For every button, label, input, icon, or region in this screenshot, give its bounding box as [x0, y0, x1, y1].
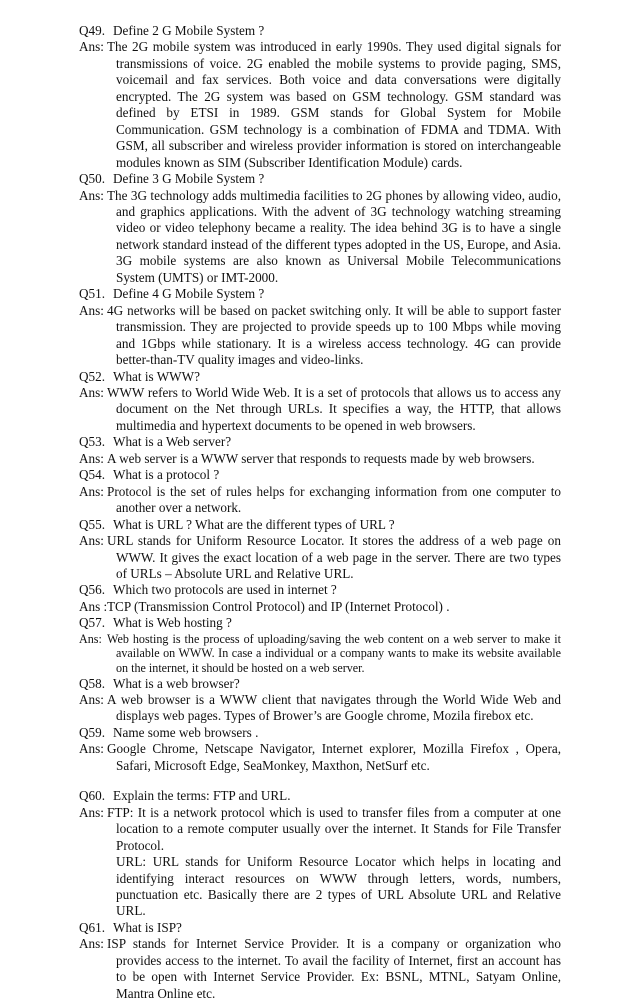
answer [79, 385, 561, 434]
answer [79, 632, 561, 676]
question [79, 725, 561, 741]
question-number: Q54. [79, 467, 106, 483]
answer-text: Protocol is the set of rules helps for exchanging information from one computer to another over a network. [107, 483, 561, 516]
question [79, 434, 561, 450]
question [79, 582, 561, 598]
question-text: Define 2 G Mobile System ? [113, 23, 265, 38]
question-text: What is a web browser? [113, 675, 240, 691]
question [79, 171, 561, 187]
question-number: Q57. [79, 615, 106, 631]
question [79, 23, 561, 39]
answer [79, 39, 561, 171]
answer-label: Ans: [79, 741, 104, 757]
answer-label: Ans: [79, 483, 104, 499]
answer-label: Ans: [79, 384, 104, 400]
question-text: Define 4 G Mobile System ? [113, 286, 265, 302]
question-text: What is WWW? [113, 368, 200, 384]
answer-label: Ans: [79, 302, 104, 318]
answer-text: WWW refers to World Wide Web. It is a set of protocols that allows us to access any document on the Net through URLs. It specifies a way, the HTTP, that allows multimedia and hypertext documents to be opened in web browsers. [107, 384, 561, 433]
answer-text: ISP stands for Internet Service Provider. It is a company or organization who provides access to the internet. To avail the facility of Internet, first an account has to be open with Internet Service Provider. Ex: BSNL, MTNL, Satyam Online, Mantra Online etc. [107, 936, 561, 1001]
answer-label: Ans: [79, 187, 104, 203]
answer-text: TCP (Transmission Control Protocol) and IP (Internet Protocol) . [107, 598, 450, 614]
question-number: Q61. [79, 919, 106, 935]
question-text: Define 3 G Mobile System ? [113, 171, 265, 187]
section-spacer [79, 774, 561, 788]
answer [79, 692, 561, 725]
answer [79, 188, 561, 287]
answer [79, 451, 561, 467]
answer-text: 4G networks will be based on packet switching only. It will be able to support faster transmission. They are projected to provide speeds up to 100 Mbps while moving and 1Gbps while stationary. It is a wireless access technology. 4G can provide better-than-TV quality images and video-links. [107, 302, 561, 368]
question-text: What is URL ? What are the different types of URL ? [113, 516, 395, 532]
answer-text: The 3G technology adds multimedia facilities to 2G phones by allowing video, audio, and graphics applications. With the advent of 3G technology watching streaming video or video telephony became a reality. The idea behind 3G is to have a single network standard instead of the different types adopted in the US, Europe, and Asia. 3G mobile systems are also known as Universal Mobile Telecommunications System (UMTS) or IMT-2000. [107, 187, 561, 285]
answer [79, 805, 561, 920]
question-text: Explain the terms: FTP and URL. [113, 788, 291, 804]
question-text: What is ISP? [113, 919, 182, 935]
answer [79, 599, 561, 615]
answer [79, 741, 561, 774]
qa-content [79, 23, 561, 1002]
question [79, 788, 561, 804]
answer-text: Web hosting is the process of uploading/saving the web content on a web server to make it available on WWW. In case a individual or a company wants to make its website available on the internet, it should be hosted on a web server. [107, 631, 561, 675]
answer-text: Google Chrome, Netscape Navigator, Internet explorer, Mozilla Firefox , Opera, Safari, Microsoft Edge, SeaMonkey, Maxthon, NetSurf etc. [107, 741, 561, 773]
answer-text: The 2G mobile system was introduced in early 1990s. They used digital signals for transmissions of voice. 2G enabled the mobile systems to provide paging, SMS, voicemail and fax services. Both voice and data conversations were digitally encrypted. The 2G system was based on GSM technology. GSM standard was defined by ETSI in 1989. GSM stands for Global System for Mobile Communication. GSM technology is a combination of FDMA and TDMA. With GSM, all subscriber and wireless provider information is stored on interchangeable modules known as SIM (Subscriber Identification Module) cards. [107, 39, 561, 170]
question-number: Q58. [79, 675, 106, 691]
question [79, 920, 561, 936]
answer-label: Ans: [79, 450, 104, 466]
question [79, 517, 561, 533]
question [79, 369, 561, 385]
question [79, 467, 561, 483]
question [79, 615, 561, 631]
answer-label: Ans: [79, 631, 102, 646]
answer-extra-text: URL: URL stands for Uniform Resource Locator which helps in locating and identifying interact resources on WWW through letters, words, numbers, punctuation etc. Basically there are 2 types of URL Absolute URL and Relative URL. [116, 854, 561, 919]
question-text: Which two protocols are used in internet ? [113, 582, 337, 598]
answer-label: Ans : [79, 598, 108, 614]
answer [79, 484, 561, 517]
question-number: Q59. [79, 724, 106, 740]
answer-text: URL stands for Uniform Resource Locator. It stores the address of a web page on WWW. It gives the exact location of a web page in the server. There are two types of URLs – Absolute URL and Relative URL. [107, 533, 561, 581]
answer-text: A web browser is a WWW client that navigates through the World Wide Web and displays web pages. Types of Brower’s are Google chrome, Mozila firebox etc. [107, 692, 561, 724]
question-number: Q56. [79, 582, 106, 598]
answer [79, 533, 561, 582]
question-text: What is a protocol ? [113, 467, 220, 483]
answer-label: Ans: [79, 804, 104, 820]
answer-text: A web server is a WWW server that responds to requests made by web browsers. [107, 450, 535, 466]
question-number: Q55. [79, 516, 106, 532]
answer-label: Ans: [79, 39, 104, 55]
answer-label: Ans: [79, 936, 104, 952]
answer-label: Ans: [79, 533, 104, 549]
question-number: Q52. [79, 368, 106, 384]
question [79, 676, 561, 692]
answer-text: FTP: It is a network protocol which is used to transfer files from a computer at one location to a remote computer usually over the internet. It Stands for File Transfer Protocol. [107, 804, 561, 853]
question-number: Q53. [79, 434, 106, 450]
answer [79, 303, 561, 369]
question-text: What is Web hosting ? [113, 615, 232, 631]
question-text: What is a Web server? [113, 434, 232, 450]
question-text: Name some web browsers . [113, 724, 259, 740]
question-number: Q51. [79, 286, 106, 302]
question-number: Q49. [79, 23, 106, 38]
question [79, 286, 561, 302]
answer-label: Ans: [79, 692, 104, 707]
question-number: Q60. [79, 788, 106, 804]
question-number: Q50. [79, 171, 106, 187]
answer [79, 936, 561, 1002]
